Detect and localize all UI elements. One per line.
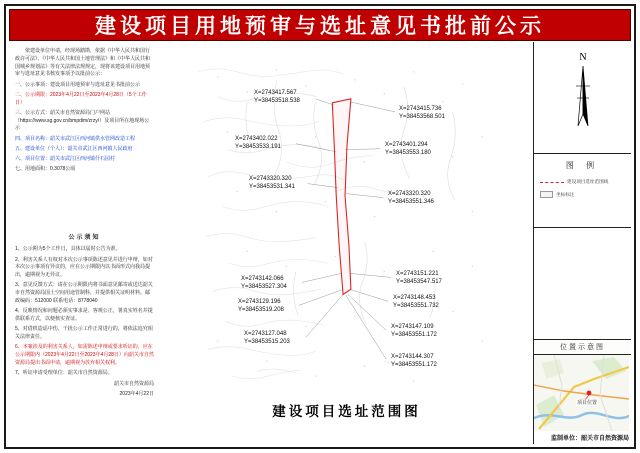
legend-section [534,154,631,228]
coord-label: X=2743148.453 Y=38453551.732 [393,295,439,309]
site-map-panel [159,42,534,444]
instruction-4: 4、反映情况和问题必须实事求是、客观公正，署真实姓名并提供联系方式，以便核实查证。 [15,308,153,322]
instruction-6: 6、本案涉及的利害关系人，如需陈述申辩或要求听证的，应在公示期限内（2023年4月22日至2023年4月28日）向韶关市自然资源局提出书面申请，逾期视为放弃相关权利。 [15,344,154,366]
notice-instructions-title: 公示须知 [68,235,101,241]
coord-label: X=2743147.109 Y=38453551.172 [391,324,437,338]
coord-label: X=2743151.221 Y=38453547.517 [396,271,442,285]
coord-label: X=2743415.736 Y=38453568.501 [399,106,445,120]
coord-label: X=2743401.294 Y=38453553.180 [385,142,431,156]
instruction-7: 7、听证申请受理单位：韶关市自然资源局。 [15,369,113,376]
coord-label: X=2743402.022 Y=38453533.191 [235,136,281,150]
topographic-background [159,42,534,444]
title-banner [9,9,631,41]
coord-label: X=2743417.567 Y=38453518.538 [254,90,300,104]
legend-item-label: 坐标标注 [556,191,575,197]
red-dash-line-icon [540,182,564,183]
legend-item-coords [540,191,625,198]
notice-item-2: 二、公示期限：2023年4月22日至2023年4月28日（5个工作日） [15,91,147,106]
instruction-1: 1、公示期为5个工作日，具体以届时公告为准。 [15,246,121,253]
notice-text-panel [9,42,159,444]
notice-item-1: 一、公示事项：建设项目用地预审与选址意见书批前公示 [15,81,141,88]
coord-label: X=2743142.066 Y=38453527.304 [241,276,287,290]
supervisor-credit: 监制单位：韶关市自然资源局 [550,436,629,442]
signature-org: 韶关市自然资源局 [113,380,154,387]
notice-item-5: 五、建设单位（个人）：韶关市武江区西河镇人民政府 [15,145,133,152]
mini-map-graphic [534,355,629,431]
instruction-2: 2、利害关系人有权对本次公示事项陈述意见并进行申辩，如对本次公示事项有异议的，应在公示期限内以书面形式向我局提出，逾期视为无异议。 [15,256,153,279]
notice-instructions-block [15,234,154,399]
notice-intro: 依建设单位申请，经现场踏勘，依据《中华人民共和国行政许可法》、《中华人民共和国土地管理法》和《中华人民共和国城乡规划法》等有关法律法规规定，现将该建设项目用地预审与选址意见书核发事项予以批前公示： [15,48,151,78]
map-caption: 建设项目选址范围图 [272,404,421,419]
location-mini-map [534,355,631,431]
legend-title: 图 例 [565,161,600,170]
notice-item-4: 四、项目名称：韶关市武江区西河镇供水管网改造工程 [15,135,136,142]
coord-label: X=2743127.048 Y=38453515.203 [244,331,290,345]
compass-n-label: N [578,52,587,63]
coord-label: X=2743320.320 Y=38453551.346 [388,191,434,205]
location-section [534,339,631,444]
project-location-marker [587,391,592,396]
notice-item-3: 三、公示方式：韶关市自然资源局门户网站（https://www.sg.gov.cn/bmpdim/zrzy/）及项目所在地现场公示 [15,109,150,132]
instruction-3: 3、意见反馈方式：请在公示期限内将书面意见邮寄或送达韶关市自然资源局国土空间用途管制科，并提供相关证明材料。邮政编码：512000 联系电话：8778040 [15,282,153,304]
location-map-title: 位置示意图 [534,340,631,355]
coordinate-box-icon [540,191,553,198]
signature-date: 2023年4月22日 [119,391,154,398]
blank-section [534,228,631,339]
compass-section [534,42,631,154]
north-arrow-icon [566,48,600,144]
right-sidebar [533,42,631,444]
content-area [9,42,631,444]
coord-label: X=2743144.307 Y=38453551.172 [391,354,437,368]
page-title: 建设项目用地预审与选址意见书批前公示 [95,15,545,38]
page-frame [4,4,636,449]
coord-label: X=2743129.196 Y=38453519.208 [238,299,284,313]
notice-item-6: 六、项目位置：韶关市武江区西河镇什石园村 [15,156,116,162]
notice-item-7: 七、用地面积：0.3078公顷 [15,166,76,173]
instruction-5: 5、对借机造谣中伤、干扰公示工作正常进行的，将依法追究相关法律责任。 [15,326,153,340]
coord-label: X=2743320.320 Y=38453531.341 [249,176,295,190]
legend-item-label: 建设项目选址范围线 [567,179,609,184]
project-location-label: 项目位置 [577,400,598,406]
legend-item-boundary [540,179,625,185]
site-boundary-polygon [332,99,351,295]
